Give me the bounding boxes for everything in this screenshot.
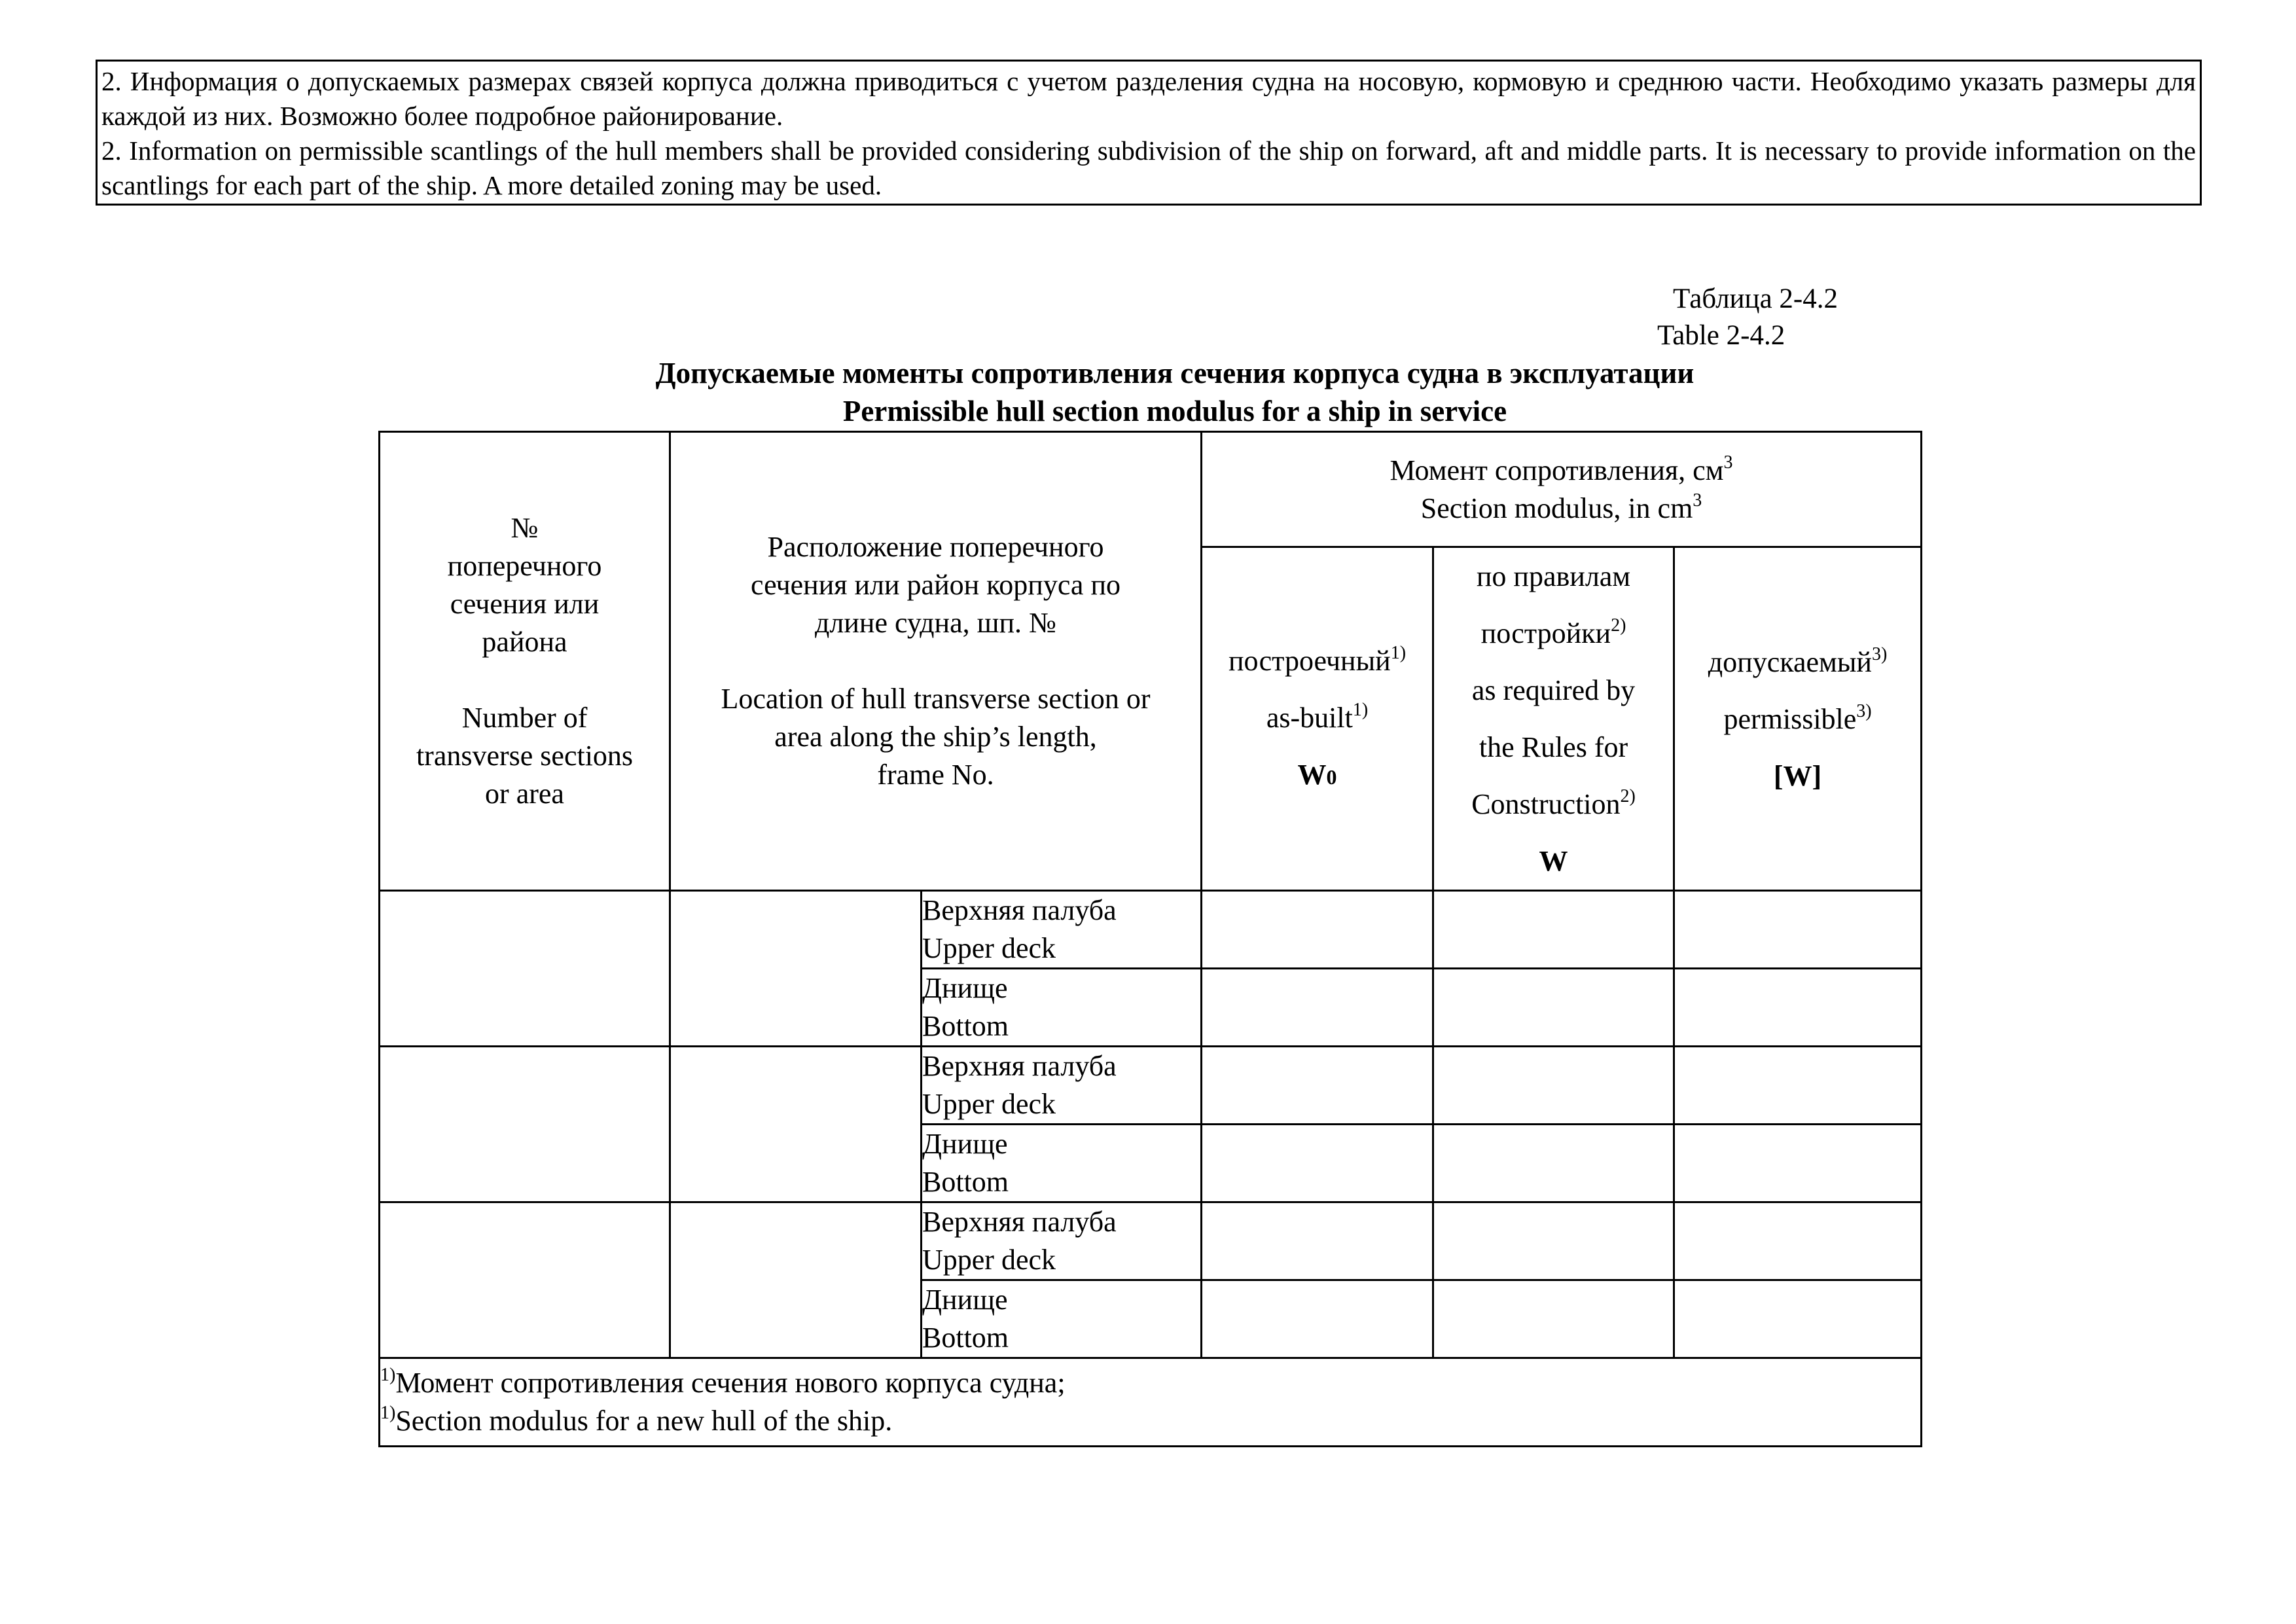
as-built-value-cell	[1202, 891, 1433, 969]
member-cell	[922, 891, 1202, 969]
member-label-en: Upper deck	[922, 932, 1056, 964]
permissible-en: permissible	[1723, 702, 1857, 735]
header-location-ru-1: Расположение поперечного	[767, 531, 1104, 563]
header-number-ru-3: сечения или	[450, 588, 600, 620]
permissible-ru-sup: 3)	[1871, 643, 1888, 664]
footnote-mark-1: 1)	[380, 1365, 396, 1385]
permissible-value-cell	[1674, 1047, 1922, 1125]
header-modulus-cell	[1202, 432, 1922, 547]
header-modulus-ru: Момент сопротивления, см	[1390, 454, 1724, 486]
header-by-rules-cell	[1433, 547, 1674, 891]
member-label-ru: Днище	[922, 1128, 1008, 1160]
section-number-cell	[380, 1047, 670, 1202]
header-as-built-cell	[1202, 547, 1433, 891]
section-location-cell	[670, 891, 922, 1047]
by-rules-en-2: the Rules for	[1479, 731, 1628, 763]
member-label-en: Bottom	[922, 1322, 1009, 1354]
by-rules-en-1: as required by	[1471, 674, 1636, 706]
permissible-en-sup: 3)	[1856, 700, 1872, 721]
as-built-en-sup: 1)	[1352, 699, 1369, 720]
header-number-ru-2: поперечного	[447, 550, 602, 582]
permissible-value-cell	[1674, 1280, 1922, 1358]
by-rules-value-cell	[1433, 1280, 1674, 1358]
header-location-ru-3: длине судна, шп. №	[815, 607, 1057, 639]
as-built-value-cell	[1202, 1280, 1433, 1358]
header-location-cell	[670, 432, 1202, 891]
footnote-cell	[380, 1358, 1922, 1447]
as-built-value-cell	[1202, 1125, 1433, 1202]
table-label-en: Table 2-4.2	[1657, 320, 1785, 351]
by-rules-ru-2: постройки	[1480, 617, 1611, 649]
by-rules-ru-2-sup: 2)	[1611, 615, 1626, 636]
permissible-value-cell	[1674, 1202, 1922, 1280]
member-label-en: Bottom	[922, 1166, 1009, 1198]
header-number-ru-1: №	[511, 512, 539, 544]
footnote-mark-2: 1)	[380, 1403, 396, 1423]
member-label-ru: Днище	[922, 972, 1008, 1004]
by-rules-en-3: Construction	[1471, 788, 1621, 820]
member-cell	[922, 1047, 1202, 1125]
member-cell	[922, 1280, 1202, 1358]
as-built-value-cell	[1202, 1047, 1433, 1125]
by-rules-value-cell	[1433, 969, 1674, 1047]
member-label-ru: Верхняя палуба	[922, 894, 1117, 926]
table-label-ru: Таблица 2-4.2	[1673, 283, 1838, 314]
header-location-en-1: Location of hull transverse section or	[721, 683, 1151, 715]
member-label-ru: Днище	[922, 1284, 1008, 1316]
header-modulus-en-sup: 3	[1693, 490, 1702, 511]
by-rules-value-cell	[1433, 1047, 1674, 1125]
section-number-cell	[380, 1202, 670, 1358]
permissible-ru: допускаемый	[1708, 645, 1872, 678]
header-number-en-1: Number of	[461, 702, 588, 734]
as-built-en: as-built	[1266, 701, 1353, 734]
note-ru: 2. Информация о допускаемых размерах связей корпуса должна приводиться с учетом разделения судна на носовую, кормовую и среднюю части. Необходимо указать размеры для каждой из них. Возможно более подробное районирование.	[101, 66, 2196, 131]
by-rules-ru-1: по правилам	[1476, 560, 1631, 592]
table-title-en: Permissible hull section modulus for a ship in service	[842, 395, 1507, 427]
note-en: 2. Information on permissible scantlings of the hull members shall be provided considering subdivision of the ship on forward, aft and middle parts. It is necessary to provide information on the scantlings for each part of the ship. A more detailed zoning may be used.	[101, 135, 2196, 200]
as-built-symbol: W	[1297, 758, 1327, 791]
member-cell	[922, 1202, 1202, 1280]
member-label-en: Upper deck	[922, 1244, 1056, 1276]
as-built-ru: построечный	[1229, 644, 1391, 677]
footnote-ru: Момент сопротивления сечения нового корпуса судна;	[395, 1367, 1066, 1399]
as-built-value-cell	[1202, 969, 1433, 1047]
note-box	[96, 60, 2202, 206]
section-location-cell	[670, 1202, 922, 1358]
permissible-symbol: [W]	[1773, 759, 1822, 792]
member-cell	[922, 969, 1202, 1047]
header-location-ru-2: сечения или район корпуса по	[751, 569, 1121, 601]
header-location-en-2: area along the ship’s length,	[774, 721, 1097, 753]
header-number-cell	[380, 432, 670, 891]
by-rules-symbol: W	[1539, 845, 1568, 877]
section-number-cell	[380, 891, 670, 1047]
header-permissible-cell	[1674, 547, 1922, 891]
member-label-ru: Верхняя палуба	[922, 1050, 1117, 1082]
by-rules-value-cell	[1433, 1202, 1674, 1280]
by-rules-value-cell	[1433, 891, 1674, 969]
header-modulus-ru-sup: 3	[1723, 452, 1733, 473]
section-modulus-table	[378, 431, 1922, 1447]
header-modulus-en: Section modulus, in cm	[1420, 492, 1693, 524]
permissible-value-cell	[1674, 969, 1922, 1047]
header-location-en-3: frame No.	[877, 759, 994, 791]
permissible-value-cell	[1674, 1125, 1922, 1202]
by-rules-value-cell	[1433, 1125, 1674, 1202]
table-title-ru: Допускаемые моменты сопротивления сечения корпуса судна в эксплуатации	[655, 357, 1695, 389]
member-label-ru: Верхняя палуба	[922, 1206, 1117, 1238]
footnote-en: Section modulus for a new hull of the ship.	[395, 1405, 893, 1437]
permissible-value-cell	[1674, 891, 1922, 969]
section-location-cell	[670, 1047, 922, 1202]
header-number-ru-4: района	[482, 626, 567, 658]
as-built-symbol-sub: 0	[1326, 765, 1337, 789]
header-number-en-2: transverse sections	[416, 740, 634, 772]
member-label-en: Bottom	[922, 1010, 1009, 1042]
header-number-en-3: or area	[485, 778, 564, 810]
by-rules-en-3-sup: 2)	[1620, 786, 1636, 806]
member-label-en: Upper deck	[922, 1088, 1056, 1120]
member-cell	[922, 1125, 1202, 1202]
as-built-value-cell	[1202, 1202, 1433, 1280]
as-built-ru-sup: 1)	[1390, 642, 1407, 663]
